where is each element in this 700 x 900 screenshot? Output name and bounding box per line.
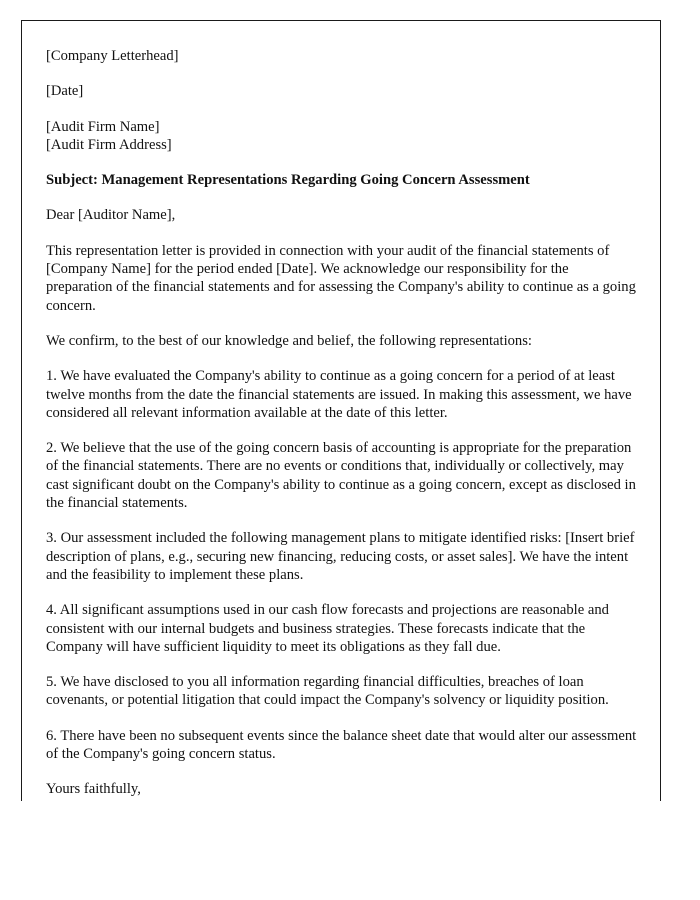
representation-item-2: 2. We believe that the use of the going concern basis of accounting is appropriate for the preparation of the financial statements. There are no events or conditions that, individually or collectively, may cast significant doubt on the Company's ability to continue as a going concern, except as disclosed in the financial statements. [46,440,636,512]
closing-salutation: Yours faithfully, [46,781,141,798]
company-letterhead-block [46,47,638,65]
representation-item-3: 3. Our assessment included the following management plans to mitigate identified risks: [Insert brief description of plans, e.g., securing new financing, reducing costs, or asset sales]. We have the intent and the feasibility to implement these plans. [46,530,635,583]
letter-date: [Date] [46,83,84,100]
letter-body [46,47,638,798]
closing-clipped-region [46,780,638,798]
salutation: Dear [Auditor Name], [46,207,176,224]
confirmation-lead-paragraph: We confirm, to the best of our knowledge and belief, the following representations: [46,332,532,349]
intro-paragraph: This representation letter is provided in connection with your audit of the financial statements of [Company Name] for the period ended [Date]. We acknowledge our responsibility for the preparation of the financial statements and for assessing the Company's ability to continue as a going concern. [46,242,636,314]
company-letterhead: [Company Letterhead] [46,48,179,64]
letter-date-block [46,82,638,100]
subject-line: Subject: Management Representations Regarding Going Concern Assessment [46,172,530,189]
document-page [21,20,661,801]
representation-item-4: 4. All significant assumptions used in our cash flow forecasts and projections are reasonable and consistent with our internal budgets and business strategies. These forecasts indicate that the Company will have sufficient liquidity to meet its obligations as they fall due. [46,602,609,655]
audit-firm-name: [Audit Firm Name] [46,118,160,135]
representation-item-6: 6. There have been no subsequent events since the balance sheet date that would alter our assessment of the Company's going concern status. [46,727,637,763]
representation-item-5: 5. We have disclosed to you all information regarding financial difficulties, breaches of loan covenants, or potential litigation that could impact the Company's solvency or liquidity position. [46,674,609,709]
representation-item-1: 1. We have evaluated the Company's ability to continue as a going concern for a period of at least twelve months from the date the financial statements are issued. In making this assessment, we have considered all relevant information available at the date of this letter. [46,368,632,421]
audit-firm-address: [Audit Firm Address] [46,136,172,153]
recipient-address-block [46,118,638,155]
